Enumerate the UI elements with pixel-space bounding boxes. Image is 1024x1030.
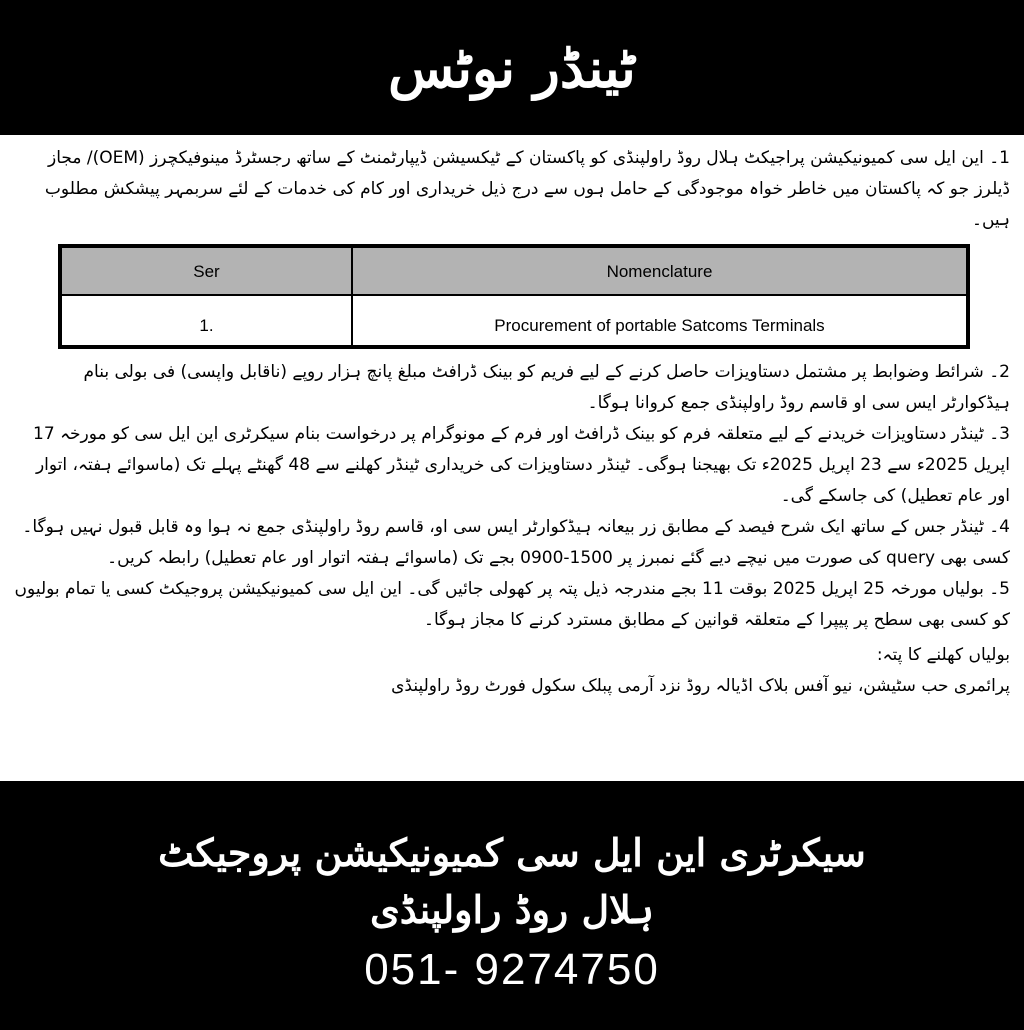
table-header-row — [61, 247, 967, 295]
paragraph-1: 1۔ این ایل سی کمیونیکیشن پراجیکٹ ہلال روڈ راولپنڈی کو پاکستان کے ٹیکسیشن ڈیپارٹمنٹ کے ساتھ رجسٹرڈ مینوفیکچرز (OEM)/ مجاز ڈیلرز جو کہ پاکستان میں خاطر خواہ موجودگی کے حامل ہوں سے درج ذیل خریداری اور کام کی خدمات کے لئے سربمہر پیشکش مطلوب ہیں۔ — [44, 148, 1010, 230]
address-text: پرائمری حب سٹیشن، نیو آفس بلاک اڈیالہ روڈ نزد آرمی پبلک سکول فورٹ روڈ راولپنڈی — [391, 676, 1010, 696]
paragraph-4: 4۔ ٹینڈر جس کے ساتھ ایک شرح فیصد کے مطابق زر بیعانہ ہیڈکوارٹر ایس سی او، قاسم روڈ راولپنڈی جمع نہ ہوا وہ قابل قبول نہیں ہوگا۔ کسی بھی query کی صورت میں نیچے دیے گئے نمبرز پر 1500-0900 بجے تک (ماسوائے ہفتہ اتوار اور عام تعطیل) رابطہ کریں۔ — [22, 517, 1010, 568]
paragraph-2: 2۔ شرائط وضوابط پر مشتمل دستاویزات حاصل کرنے کے لیے فریم کو بینک ڈرافٹ مبلغ پانچ ہزار روپے (ناقابل واپسی) فی بولی بنام ہیڈکوارٹر ایس سی او قاسم روڈ راولپنڈی جمع کروانا ہوگا۔ — [83, 362, 1010, 413]
column-header-nomenclature: Nomenclature — [352, 247, 967, 295]
items-table — [58, 244, 970, 349]
footer-city: ہلال روڈ راولپنڈی — [369, 887, 655, 932]
address-title: بولیاں کھلنے کا پتہ: — [876, 645, 1010, 665]
column-header-ser: Ser — [61, 247, 352, 295]
table-row — [61, 295, 967, 346]
notice-title: ٹینڈر نوٹس — [388, 35, 636, 100]
cell-ser: 1. — [61, 295, 352, 346]
footer-secretary: سیکرٹری این ایل سی کمیونیکیشن پروجیکٹ — [158, 830, 866, 875]
paragraph-3: 3۔ ٹینڈر دستاویزات خریدنے کے لیے متعلقہ فرم کو بینک ڈرافٹ اور فرم کے مونوگرام پر درخواست بنام سیکرٹری این ایل سی کو مورخہ 17 اپریل 2025ء سے 23 اپریل 2025ء تک بھیجنا ہوگی۔ ٹینڈر دستاویزات کی خریداری ٹینڈر کھلنے سے 48 گھنٹے پہلے تک (ماسوائے ہفتہ، اتوار اور عام تعطیل) کی جاسکے گی۔ — [33, 424, 1010, 506]
notice-body — [8, 143, 1016, 779]
cell-nomenclature: Procurement of portable Satcoms Terminals — [352, 295, 967, 346]
footer-banner — [0, 781, 1024, 1030]
header-banner — [0, 0, 1024, 135]
paragraph-5: 5۔ بولیاں مورخہ 25 اپریل 2025 بوقت 11 بجے مندرجہ ذیل پتہ پر کھولی جائیں گی۔ این ایل سی کمیونیکیشن پروجیکٹ کسی یا تمام بولیوں کو کسی بھی سطح پر پیپرا کے متعلقہ قوانین کے مطابق مسترد کرنے کا مجاز ہوگا۔ — [14, 579, 1010, 630]
footer-phone: 051- 9274750 — [364, 945, 660, 994]
